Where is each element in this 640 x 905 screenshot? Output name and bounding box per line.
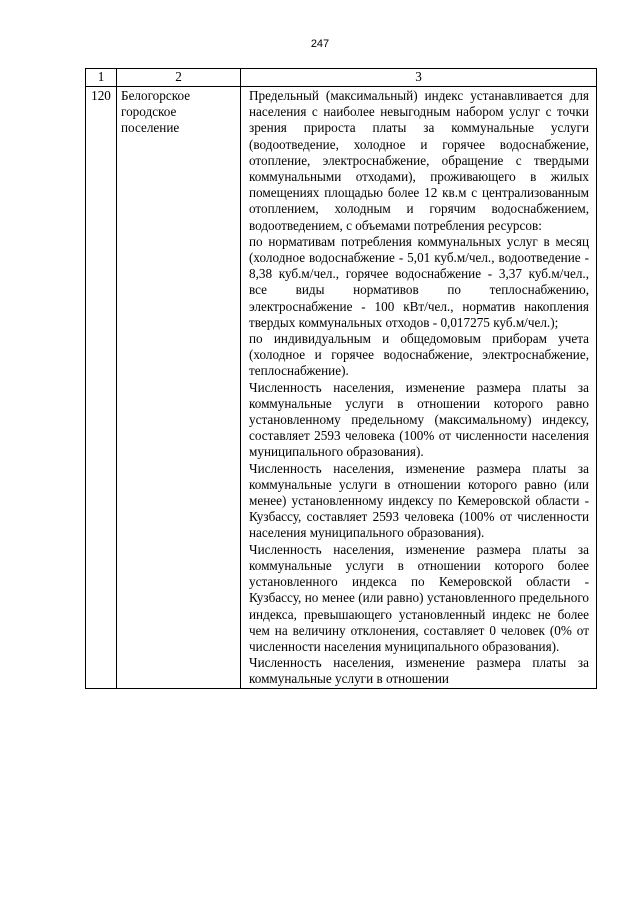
municipality-name — [117, 87, 241, 689]
page-number: 247 — [310, 38, 330, 50]
table-header-row — [86, 69, 597, 87]
header-cell-2: 2 — [117, 69, 241, 87]
municipality-name-line: городское — [121, 104, 177, 120]
table-row — [86, 87, 597, 689]
paragraph-population-equal-max: Численность населения, изменение размера платы за коммунальные услуги в отношении которого равно установленному предельному (максимальному) индексу, составляет 2593 человека (100% от численности населения муниципального образования). — [249, 379, 589, 460]
paragraph-index-definition: Предельный (максимальный) индекс устанавливается для населения с наиболее невыгодным набором услуг с точки зрения прироста платы за коммунальные услуги (водоотведение, холодное и горячее водоснабжение, отопление, электроснабжение, обращение с твердыми коммунальными отходами), проживающего в жилых помещениях площадью более 12 кв.м с централизованным отоплением, холодным и горячим водоснабжением, водоотведением, с объемами потребления ресурсов: — [249, 88, 589, 233]
header-cell-1: 1 — [86, 69, 117, 87]
paragraph-metering: по индивидуальным и общедомовым приборам учета (холодное и горячее водоснабжение, электроснабжение, теплоснабжение). — [249, 331, 589, 379]
row-number: 120 — [86, 87, 117, 689]
paragraph-population-below-regional: Численность населения, изменение размера платы за коммунальные услуги в отношении которого равно (или менее) установленному индексу по Кемеровской области - Кузбассу, составляет 2593 человека (100% от численности населения муниципального образования). — [249, 460, 589, 541]
tariff-index-table — [85, 68, 597, 689]
paragraph-population-above-regional: Численность населения, изменение размера платы за коммунальные услуги в отношении которого более установленного индекса по Кемеровской области - Кузбассу, но менее (или равно) установленного предельного индекса, превышающего установленный индекс не более чем на величину отклонения, составляет 0 человек (0% от численности населения муниципального образования). — [249, 541, 589, 654]
header-cell-3: 3 — [241, 69, 597, 87]
municipality-name-line: поселение — [121, 120, 180, 136]
municipality-name-line: Белогорское — [121, 88, 191, 103]
paragraph-population-continued: Численность населения, изменение размера платы за коммунальные услуги в отношении — [249, 655, 589, 687]
index-description — [241, 87, 597, 689]
paragraph-consumption-norms: по нормативам потребления коммунальных услуг в месяц (холодное водоснабжение - 5,01 куб.м/чел., водоотведение - 8,38 куб.м/чел., горячее водоснабжение - 3,37 куб.м/чел., все виды нормативов по теплоснабжению, электроснабжение - 100 кВт/чел., норматив накопления твердых коммунальных отходов - 0,017275 куб.м/чел.); — [249, 233, 589, 330]
